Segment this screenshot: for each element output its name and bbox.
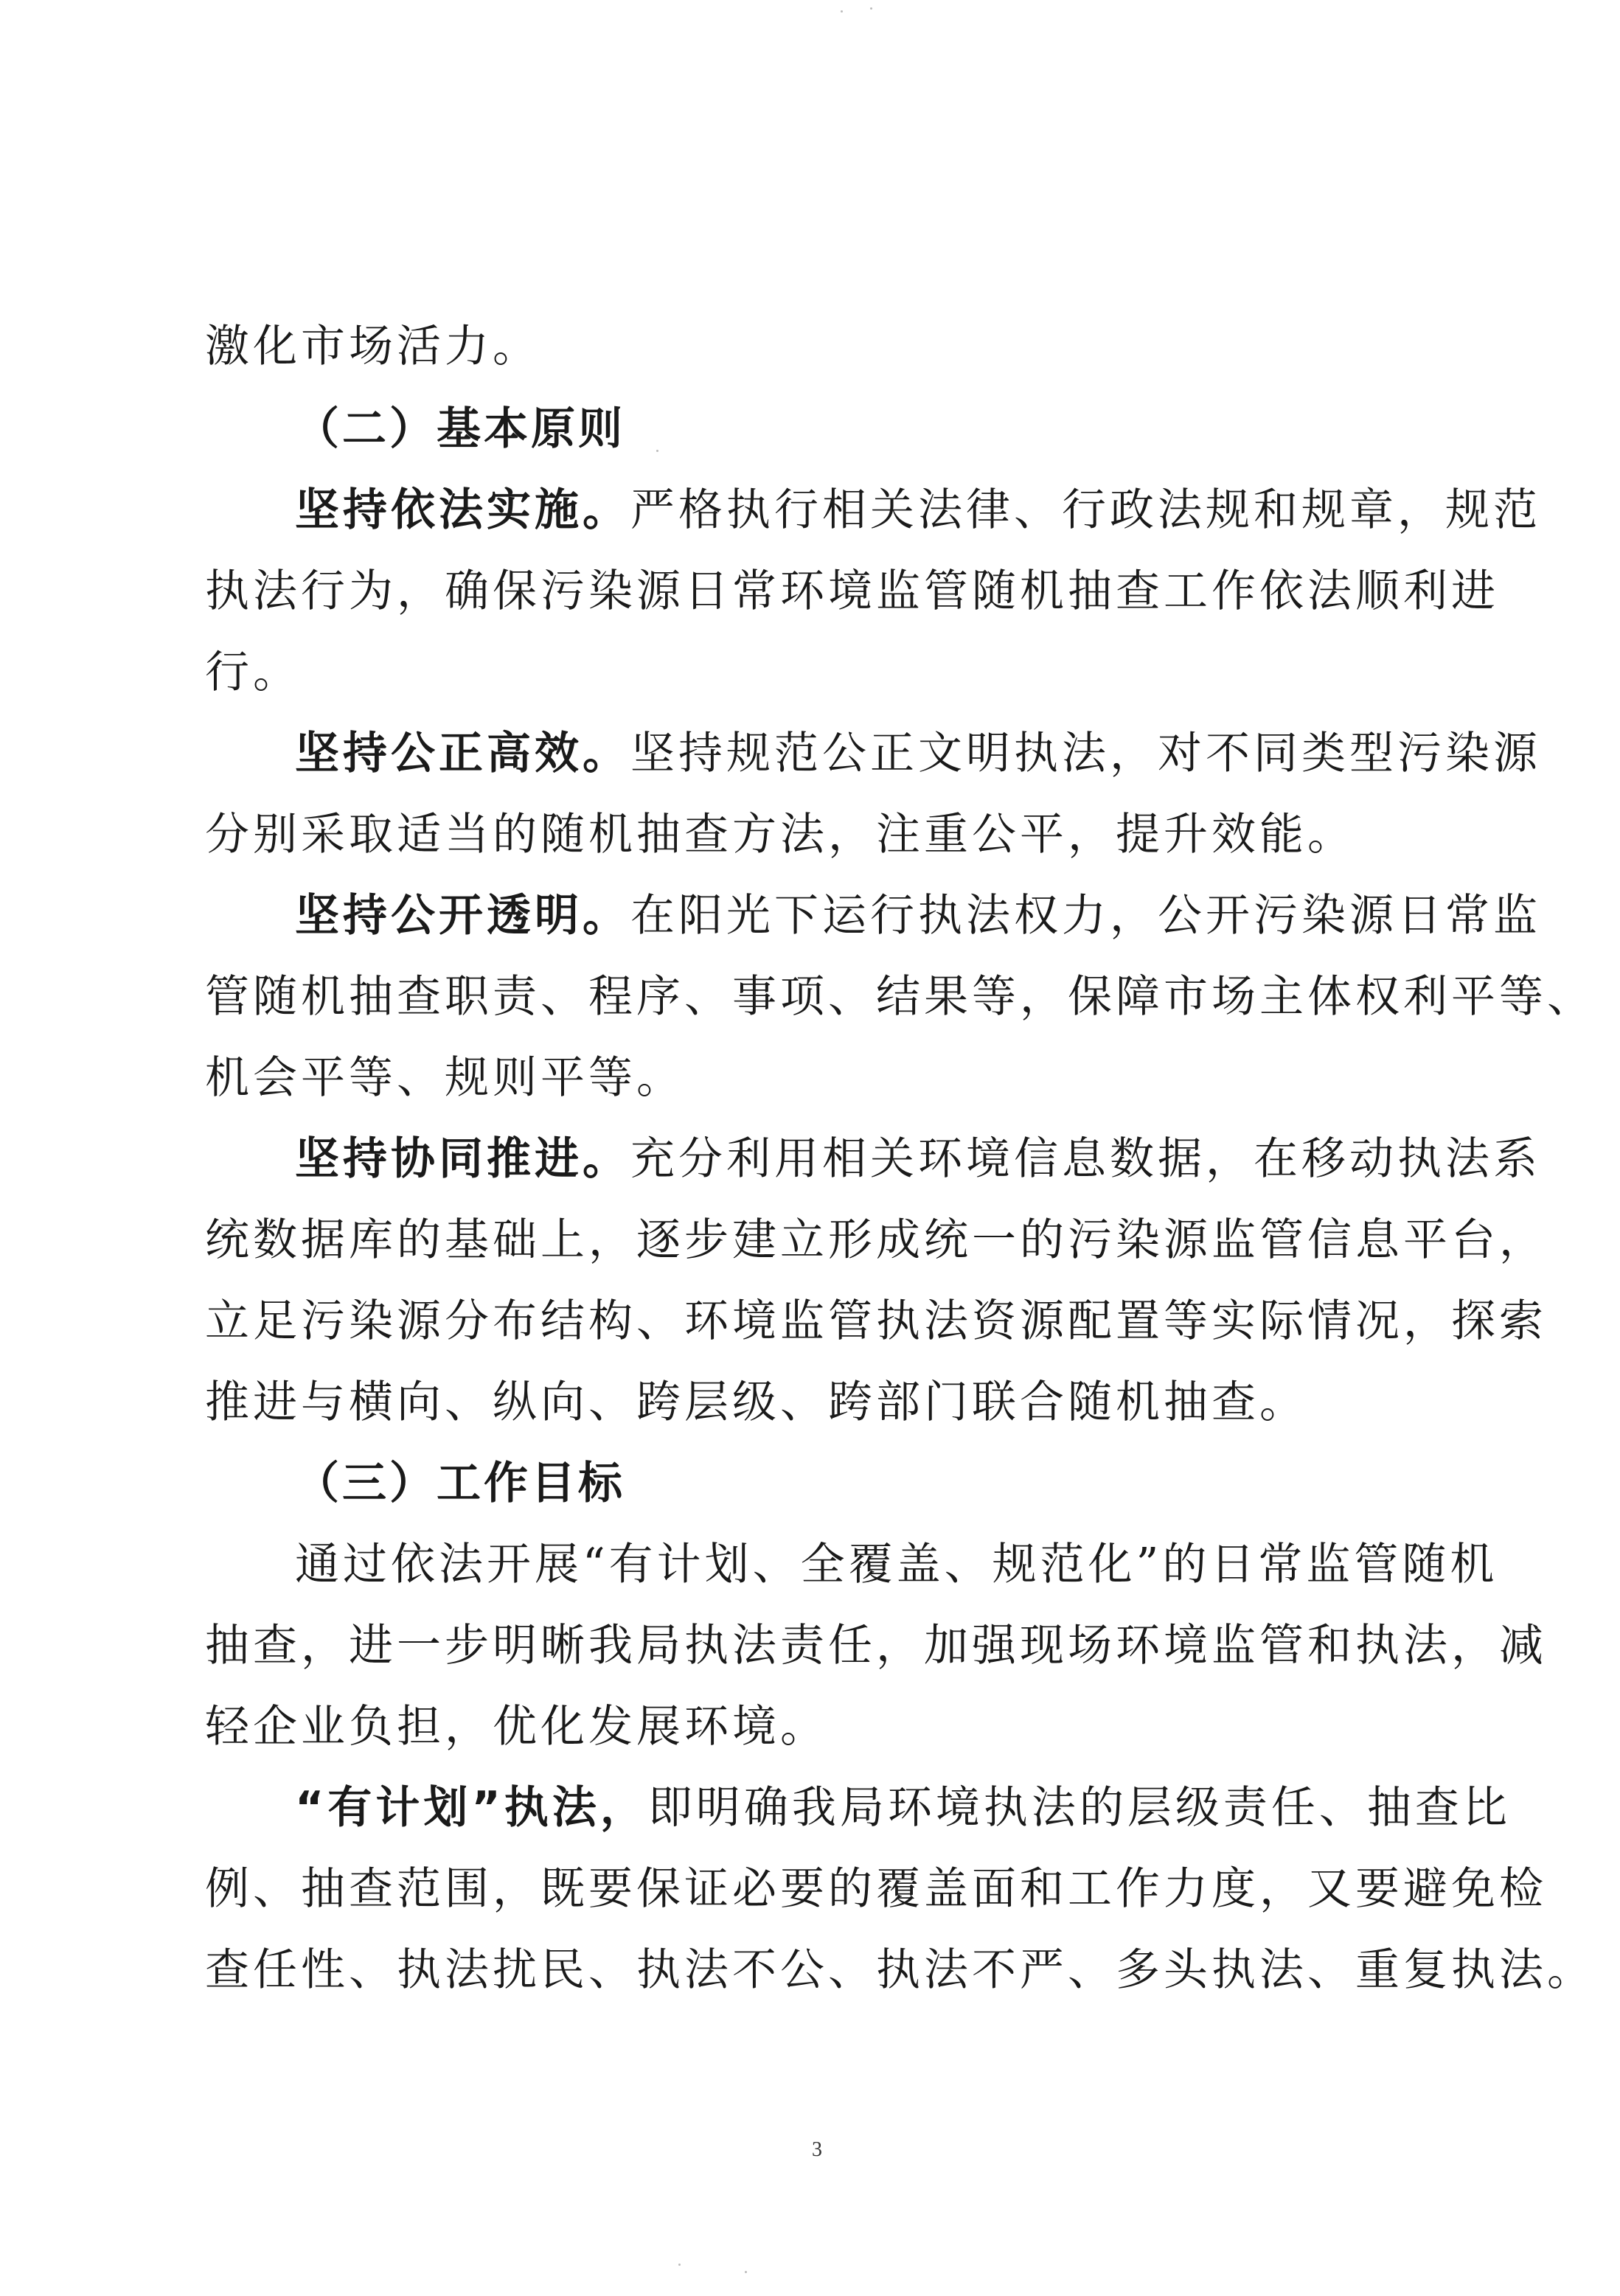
paragraph-line: 坚持依法实施。严格执行相关法律、行政法规和规章，规范 <box>295 484 1541 536</box>
principle-title: 坚持公正高效。 <box>295 728 630 779</box>
paragraph-line: 坚持协同推进。充分利用相关环境信息数据，在移动执法系 <box>295 1133 1541 1185</box>
paragraph-line: 坚持公开透明。在阳光下运行执法权力，公开污染源日常监 <box>295 890 1541 942</box>
principle-title: 坚持公开透明。 <box>295 890 630 942</box>
scan-speck <box>841 10 843 13</box>
paragraph-line: 机会平等、规则平等。 <box>205 1052 684 1104</box>
section-heading-basic-principles: （二）基本原则 <box>295 403 625 455</box>
paragraph-line: 行。 <box>205 647 301 698</box>
paragraph-line: 激化市场活力。 <box>205 321 540 372</box>
section-heading-work-goals: （三）工作目标 <box>295 1458 625 1509</box>
page-number: 3 <box>812 2138 822 2161</box>
scan-speck <box>745 2271 747 2273</box>
goal-title: “有计划”执法， <box>295 1782 648 1834</box>
scan-speck <box>656 450 658 452</box>
paragraph-line: 轻企业负担，优化发展环境。 <box>205 1701 828 1753</box>
paragraph-line: 查任性、执法扰民、执法不公、执法不严、多头执法、重复执法。 <box>205 1944 1595 1996</box>
paragraph-line: “有计划”执法，即明确我局环境执法的层级责任、抽查比 <box>295 1782 1511 1834</box>
paragraph-line: 管随机抽查职责、程序、事项、结果等，保障市场主体权利平等、 <box>205 971 1595 1023</box>
paragraph-line: 分别采取适当的随机抽查方法，注重公平，提升效能。 <box>205 809 1355 860</box>
paragraph-line: 抽查，进一步明晰我局执法责任，加强现场环境监管和执法，减 <box>205 1620 1547 1671</box>
paragraph-line: 例、抽查范围，既要保证必要的覆盖面和工作力度，又要避免检 <box>205 1863 1547 1915</box>
paragraph-line: 立足污染源分布结构、环境监管执法资源配置等实际情况，探索 <box>205 1295 1547 1347</box>
paragraph-line: 推进与横向、纵向、跨层级、跨部门联合随机抽查。 <box>205 1377 1307 1428</box>
scan-speck <box>678 2264 681 2266</box>
paragraph-line: 执法行为，确保污染源日常环境监管随机抽查工作依法顺利进 <box>205 566 1499 617</box>
principle-title: 坚持协同推进。 <box>295 1133 630 1185</box>
paragraph-line: 通过依法开展“有计划、全覆盖、规范化”的日常监管随机 <box>295 1539 1498 1590</box>
principle-title: 坚持依法实施。 <box>295 484 630 536</box>
paragraph-line: 统数据库的基础上，逐步建立形成统一的污染源监管信息平台， <box>205 1214 1547 1266</box>
scan-speck <box>870 7 872 10</box>
paragraph-line: 坚持公正高效。坚持规范公正文明执法，对不同类型污染源 <box>295 728 1541 779</box>
